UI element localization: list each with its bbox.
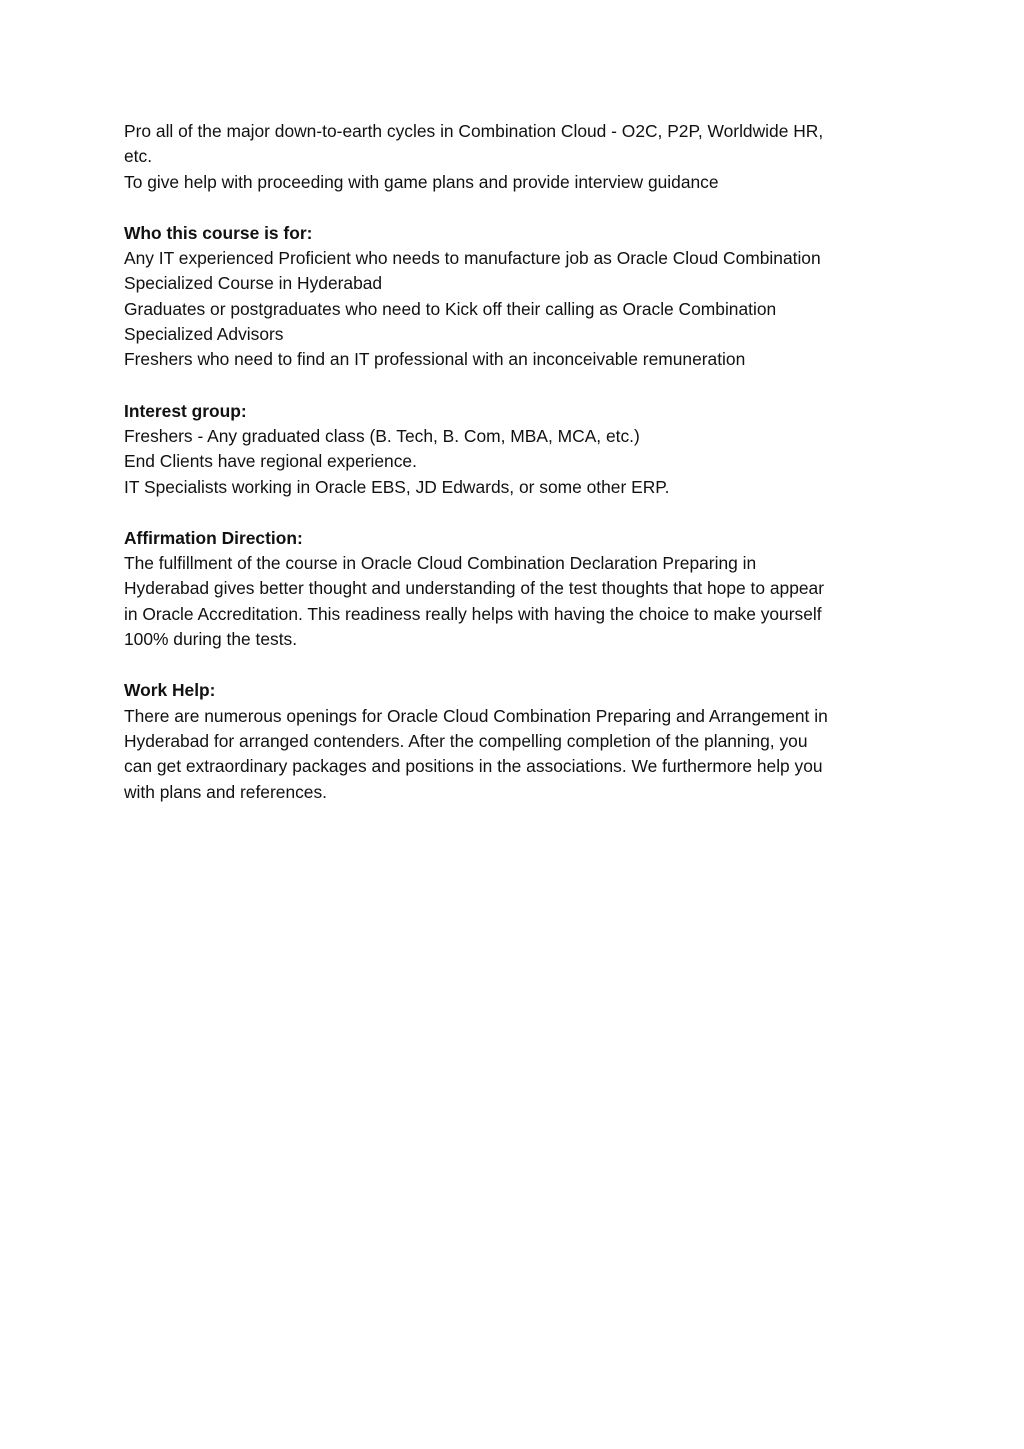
intro-line: To give help with proceeding with game plans and provide interview guidance [124, 171, 719, 192]
section-heading: Work Help: [124, 680, 216, 701]
section-work-help [124, 678, 894, 804]
section-line: in Oracle Accreditation. This readiness really helps with having the choice to make yourself [124, 603, 822, 624]
paragraph-gap [124, 652, 894, 678]
paragraph-gap [124, 500, 894, 526]
section-line: Specialized Advisors [124, 324, 284, 345]
intro-line: Pro all of the major down-to-earth cycles in Combination Cloud - O2C, P2P, Worldwide HR, [124, 121, 824, 141]
section-line: Hyderabad gives better thought and understanding of the test thoughts that hope to appear [124, 578, 824, 599]
section-line: Hyderabad for arranged contenders. After the compelling completion of the planning, you [124, 730, 808, 751]
section-line: There are numerous openings for Oracle Cloud Combination Preparing and Arrangement in [124, 705, 828, 726]
paragraph-gap [124, 373, 894, 399]
paragraph-gap [124, 195, 894, 221]
section-line: The fulfillment of the course in Oracle Cloud Combination Declaration Preparing in [124, 553, 757, 574]
intro-paragraph [124, 119, 894, 195]
section-interest-group [124, 399, 894, 500]
section-heading: Affirmation Direction: [124, 527, 303, 548]
section-line: IT Specialists working in Oracle EBS, JD Edwards, or some other ERP. [124, 476, 670, 497]
section-line: Freshers who need to find an IT professional with an inconceivable remuneration [124, 349, 746, 370]
section-line: Graduates or postgraduates who need to Kick off their calling as Oracle Combination [124, 298, 777, 319]
document-page [124, 119, 894, 805]
section-line: Any IT experienced Proficient who needs to manufacture job as Oracle Cloud Combination [124, 248, 821, 269]
section-heading: Interest group: [124, 400, 247, 421]
section-affirmation-direction [124, 526, 894, 652]
section-line: Freshers - Any graduated class (B. Tech, B. Com, MBA, MCA, etc.) [124, 425, 640, 446]
section-line: End Clients have regional experience. [124, 451, 417, 472]
section-line: can get extraordinary packages and positions in the associations. We furthermore help you [124, 756, 823, 777]
intro-line: etc. [124, 146, 153, 167]
section-audience [124, 221, 894, 373]
section-line: 100% during the tests. [124, 629, 298, 650]
section-line: with plans and references. [124, 781, 328, 802]
section-line: Specialized Course in Hyderabad [124, 273, 383, 294]
section-heading: Who this course is for: [124, 222, 313, 243]
